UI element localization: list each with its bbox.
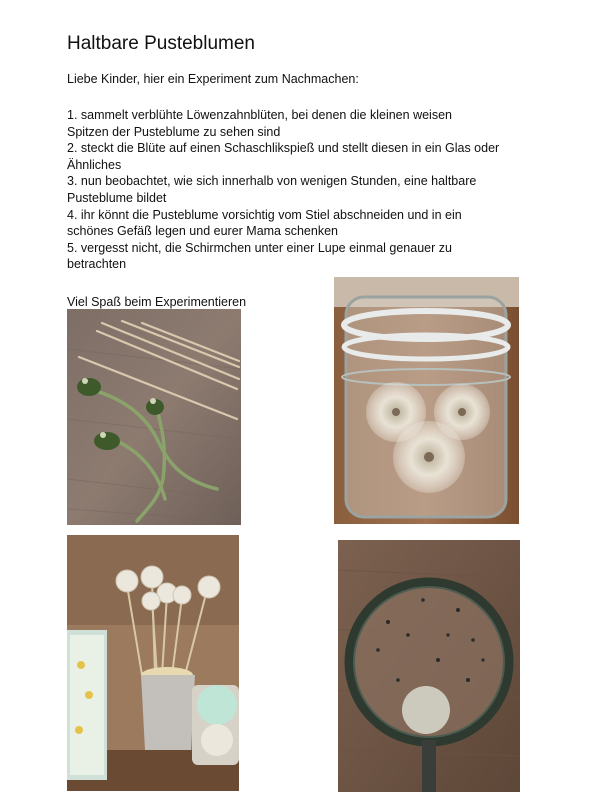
step-1 [67, 107, 527, 140]
step-3-line-2: Pusteblume bildet [67, 190, 167, 205]
step-3 [67, 173, 527, 206]
step-5-line-2: betrachten [67, 257, 127, 272]
document-title: Haltbare Pusteblumen [67, 33, 255, 54]
photo-magnifying-glass [338, 540, 520, 792]
photo-skewers-and-stems [67, 309, 241, 525]
closing-text: Viel Spaß beim Experimentieren [67, 295, 247, 309]
steps-list [67, 107, 527, 273]
intro-text: Liebe Kinder, hier ein Experiment zum Nachmachen: [67, 72, 359, 86]
step-4-line-1: 4. ihr könnt die Pusteblume vorsichtig vom Stiel abschneiden und in ein [67, 207, 462, 222]
step-5 [67, 240, 527, 273]
step-1-line-2: Spitzen der Pusteblume zu sehen sind [67, 124, 281, 139]
step-1-line-1: 1. sammelt verblühte Löwenzahnblüten, bei denen die kleinen weisen [67, 108, 452, 122]
step-2 [67, 140, 527, 173]
photo-jar-with-dandelions [334, 277, 519, 524]
step-3-line-1: 3. nun beobachtet, wie sich innerhalb von wenigen Stunden, eine haltbare [67, 174, 477, 189]
step-4-line-2: schönes Gefäß legen und eurer Mama schenken [67, 224, 338, 239]
step-2-line-2: Ähnliches [67, 157, 122, 172]
photo-dandelions-in-pots [67, 535, 239, 791]
step-4 [67, 207, 527, 240]
step-5-line-1: 5. vergesst nicht, die Schirmchen unter einer Lupe einmal genauer zu [67, 240, 452, 255]
step-2-line-1: 2. steckt die Blüte auf einen Schaschlikspieß und stellt diesen in ein Glas oder [67, 141, 500, 156]
